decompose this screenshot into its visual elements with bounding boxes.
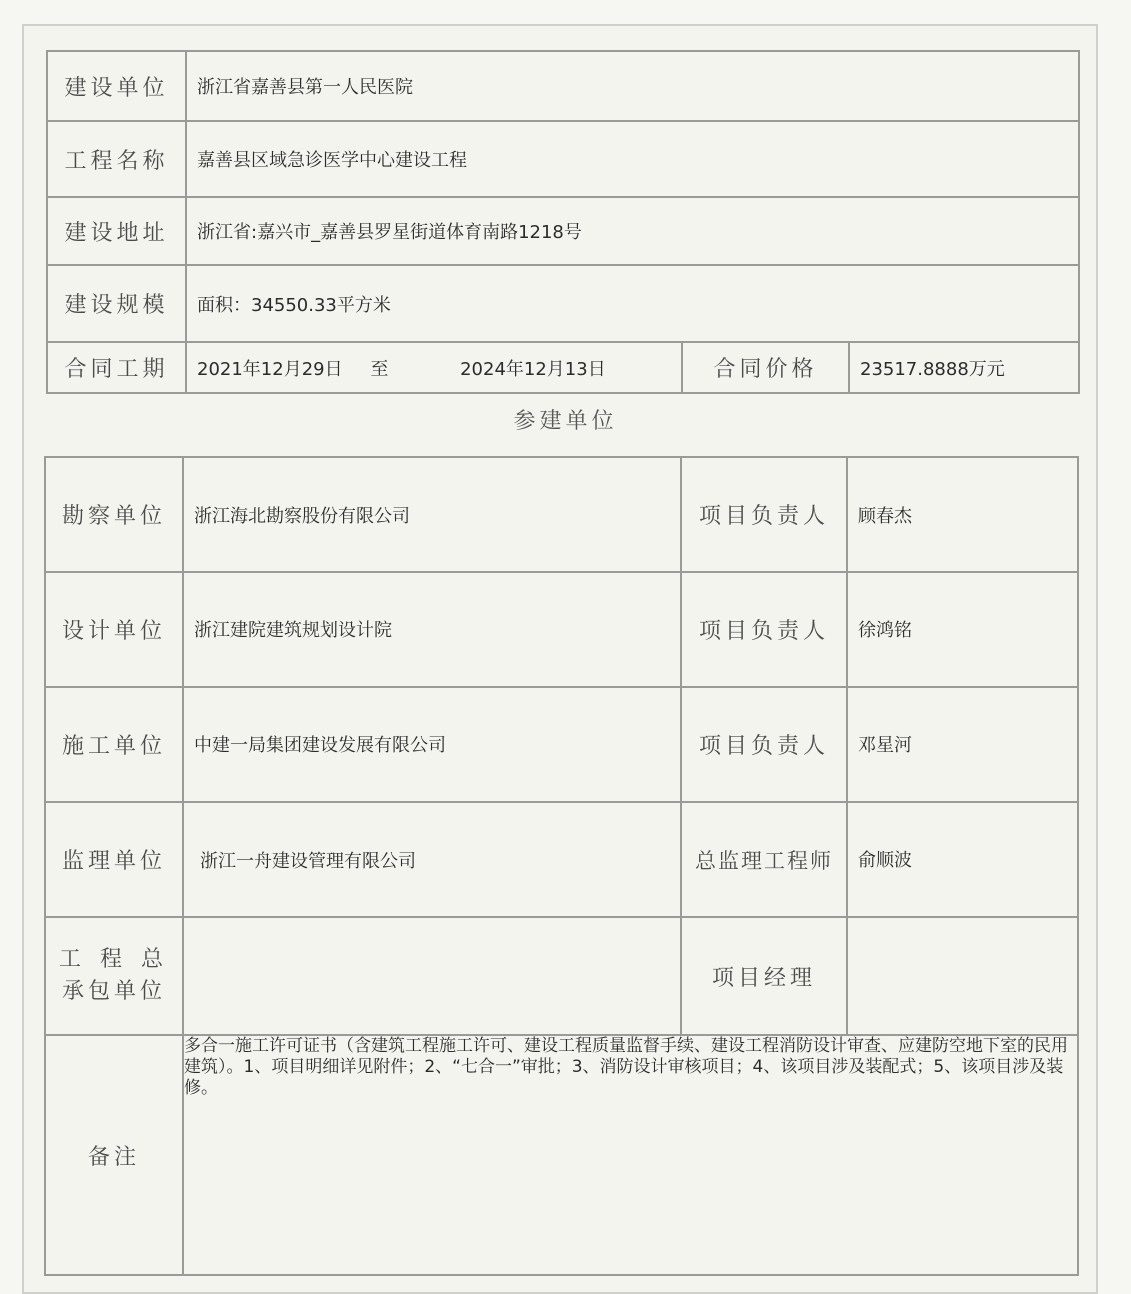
supervision-role-value: 俞顺波 bbox=[847, 802, 1078, 917]
general-contractor-label-line1: 工 程 总 bbox=[59, 947, 169, 972]
builder-value: 浙江省嘉善县第一人民医院 bbox=[186, 51, 1079, 121]
survey-unit-label: 勘察单位 bbox=[45, 457, 183, 572]
design-role-value: 徐鸿铭 bbox=[847, 572, 1078, 687]
supervision-unit-label: 监理单位 bbox=[45, 802, 183, 917]
survey-role-label: 项目负责人 bbox=[681, 457, 847, 572]
price-value: 23517.8888万元 bbox=[849, 342, 1079, 393]
participants-table bbox=[44, 456, 1079, 1276]
project-info-table bbox=[46, 50, 1080, 394]
period-start: 2021年12月29日 bbox=[197, 358, 343, 380]
participant-row bbox=[45, 572, 1078, 687]
remarks-row bbox=[45, 1035, 1078, 1275]
remarks-text: 多合一施工许可证书（含建筑工程施工许可、建设工程质量监督手续、建设工程消防设计审查、应建防空地下室的民用建筑）。1、项目明细详见附件；2、“七合一”审批；3、消防设计审核项目；4、该项目涉及装配式；5、该项目涉及装修。 bbox=[183, 1035, 1078, 1275]
general-contractor-label bbox=[45, 917, 183, 1035]
period-to: 至 bbox=[370, 358, 389, 380]
builder-label: 建设单位 bbox=[47, 51, 186, 121]
scale-value: 面积：34550.33平方米 bbox=[186, 265, 1079, 342]
participant-row bbox=[45, 917, 1078, 1035]
design-unit-value: 浙江建院建筑规划设计院 bbox=[183, 572, 681, 687]
general-contractor-value bbox=[183, 917, 681, 1035]
supervision-unit-value: 浙江一舟建设管理有限公司 bbox=[183, 802, 681, 917]
period-value bbox=[186, 342, 682, 393]
scale-label: 建设规模 bbox=[47, 265, 186, 342]
survey-role-value: 顾春杰 bbox=[847, 457, 1078, 572]
participant-row bbox=[45, 802, 1078, 917]
project-name-value: 嘉善县区域急诊医学中心建设工程 bbox=[186, 121, 1079, 197]
price-label: 合同价格 bbox=[682, 342, 849, 393]
remarks-label: 备注 bbox=[45, 1035, 183, 1275]
construction-unit-value: 中建一局集团建设发展有限公司 bbox=[183, 687, 681, 802]
general-contractor-label-line2: 承包单位 bbox=[61, 979, 166, 1004]
construction-role-label: 项目负责人 bbox=[681, 687, 847, 802]
project-name-label: 工程名称 bbox=[47, 121, 186, 197]
design-unit-label: 设计单位 bbox=[45, 572, 183, 687]
participant-row bbox=[45, 687, 1078, 802]
period-label: 合同工期 bbox=[47, 342, 186, 393]
manager-role-label: 项目经理 bbox=[681, 917, 847, 1035]
survey-unit-value: 浙江海北勘察股份有限公司 bbox=[183, 457, 681, 572]
period-end: 2024年12月13日 bbox=[460, 358, 606, 380]
address-value: 浙江省:嘉兴市_嘉善县罗星街道体育南路1218号 bbox=[186, 197, 1079, 265]
construction-unit-label: 施工单位 bbox=[45, 687, 183, 802]
design-role-label: 项目负责人 bbox=[681, 572, 847, 687]
construction-role-value: 邓星河 bbox=[847, 687, 1078, 802]
participant-row bbox=[45, 457, 1078, 572]
address-label: 建设地址 bbox=[47, 197, 186, 265]
supervision-role-label: 总监理工程师 bbox=[681, 802, 847, 917]
section-title: 参建单位 bbox=[513, 409, 618, 434]
manager-role-value bbox=[847, 917, 1078, 1035]
